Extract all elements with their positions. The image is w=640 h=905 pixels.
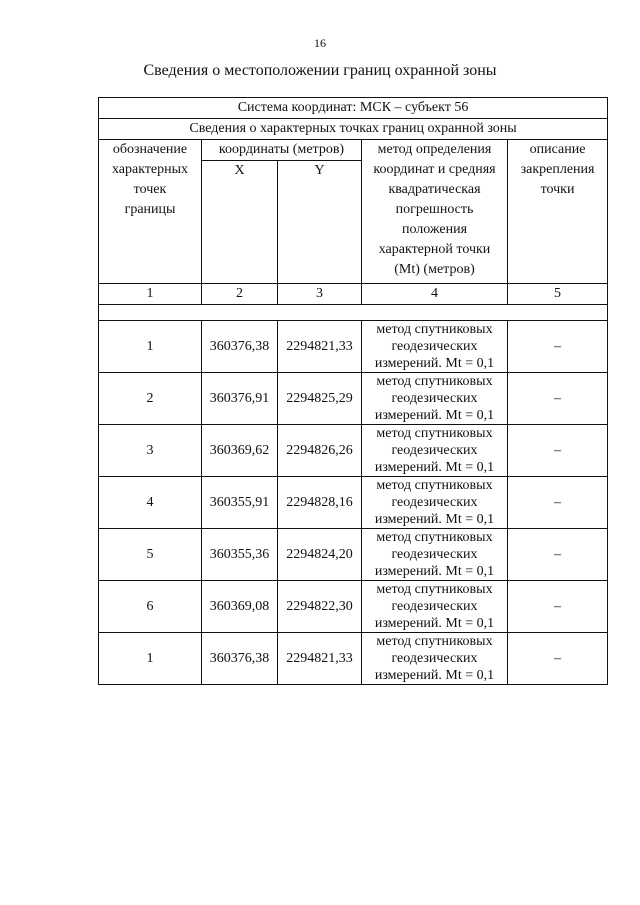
column-number: 2 — [202, 284, 278, 305]
method-line: геодезических — [391, 495, 478, 510]
header-point-designation — [99, 140, 202, 284]
method-line: измерений. Mt = 0,1 — [374, 356, 495, 371]
method-line: метод спутниковых — [376, 374, 493, 389]
header-x: X — [202, 161, 278, 284]
method-line: геодезических — [391, 651, 478, 666]
method-line: геодезических — [391, 391, 478, 406]
method-line: измерений. Mt = 0,1 — [374, 460, 495, 475]
description-cell: – — [508, 529, 608, 581]
method-line: геодезических — [391, 547, 478, 562]
method-line: метод спутниковых — [376, 634, 493, 649]
header-line: погрешность — [395, 202, 474, 217]
method-line: измерений. Mt = 0,1 — [374, 408, 495, 423]
description-cell: – — [508, 633, 608, 685]
column-number: 1 — [99, 284, 202, 305]
column-number: 3 — [278, 284, 362, 305]
header-line: обозначение — [112, 142, 188, 157]
table-row — [99, 321, 608, 373]
y-coordinate-cell: 2294822,30 — [278, 581, 362, 633]
header-line: описание — [529, 142, 586, 157]
point-id-cell: 6 — [99, 581, 202, 633]
header-method — [362, 140, 508, 284]
x-coordinate-cell: 360376,38 — [202, 633, 278, 685]
description-cell: – — [508, 425, 608, 477]
y-coordinate-cell: 2294826,26 — [278, 425, 362, 477]
table-row — [99, 425, 608, 477]
boundary-points-table — [98, 97, 608, 685]
method-line: метод спутниковых — [376, 530, 493, 545]
description-cell: – — [508, 581, 608, 633]
method-line: метод спутниковых — [376, 582, 493, 597]
header-line: характерной точки — [378, 242, 491, 257]
method-line: геодезических — [391, 599, 478, 614]
description-cell: – — [508, 477, 608, 529]
header-line: точек — [133, 182, 167, 197]
method-line: измерений. Mt = 0,1 — [374, 564, 495, 579]
method-line: измерений. Mt = 0,1 — [374, 616, 495, 631]
method-line: метод спутниковых — [376, 426, 493, 441]
description-cell: – — [508, 373, 608, 425]
method-line: измерений. Mt = 0,1 — [374, 668, 495, 683]
method-cell — [362, 321, 508, 373]
table-row — [99, 477, 608, 529]
method-cell — [362, 581, 508, 633]
header-line: точки — [540, 182, 575, 197]
method-line: геодезических — [391, 339, 478, 354]
y-coordinate-cell: 2294824,20 — [278, 529, 362, 581]
blank-spacer-row — [99, 305, 608, 321]
x-coordinate-cell: 360376,38 — [202, 321, 278, 373]
header-y: Y — [278, 161, 362, 284]
method-line: измерений. Mt = 0,1 — [374, 512, 495, 527]
method-line: геодезических — [391, 443, 478, 458]
method-line: метод спутниковых — [376, 322, 493, 337]
x-coordinate-cell: 360369,62 — [202, 425, 278, 477]
point-id-cell: 2 — [99, 373, 202, 425]
column-number: 4 — [362, 284, 508, 305]
header-line: положения — [401, 222, 468, 237]
x-coordinate-cell: 360355,91 — [202, 477, 278, 529]
point-id-cell: 5 — [99, 529, 202, 581]
point-id-cell: 3 — [99, 425, 202, 477]
document-title: Сведения о местоположении границ охранной зоны — [143, 62, 497, 79]
x-coordinate-cell: 360369,08 — [202, 581, 278, 633]
method-cell — [362, 477, 508, 529]
header-line: квадратическая — [388, 182, 481, 197]
y-coordinate-cell: 2294828,16 — [278, 477, 362, 529]
y-coordinate-cell: 2294825,29 — [278, 373, 362, 425]
y-coordinate-cell: 2294821,33 — [278, 321, 362, 373]
column-number: 5 — [508, 284, 608, 305]
method-cell — [362, 425, 508, 477]
table-row — [99, 373, 608, 425]
coordinate-system-heading: Система координат: МСК – субъект 56 — [99, 98, 608, 119]
table-row — [99, 529, 608, 581]
header-line: координат и средняя — [373, 162, 496, 177]
header-description — [508, 140, 608, 284]
page-number: 16 — [314, 36, 326, 50]
description-cell: – — [508, 321, 608, 373]
header-line: (Mt) (метров) — [394, 262, 475, 277]
method-cell — [362, 373, 508, 425]
table-subtitle: Сведения о характерных точках границ охранной зоны — [99, 119, 608, 140]
header-line: закрепления — [520, 162, 595, 177]
header-line: характерных — [111, 162, 189, 177]
point-id-cell: 4 — [99, 477, 202, 529]
table-row — [99, 581, 608, 633]
header-line: метод определения — [377, 142, 492, 157]
table-row — [99, 633, 608, 685]
method-cell — [362, 633, 508, 685]
point-id-cell: 1 — [99, 321, 202, 373]
y-coordinate-cell: 2294821,33 — [278, 633, 362, 685]
x-coordinate-cell: 360376,91 — [202, 373, 278, 425]
header-coordinates: координаты (метров) — [202, 140, 362, 161]
point-id-cell: 1 — [99, 633, 202, 685]
method-line: метод спутниковых — [376, 478, 493, 493]
x-coordinate-cell: 360355,36 — [202, 529, 278, 581]
method-cell — [362, 529, 508, 581]
header-line: границы — [124, 202, 176, 217]
